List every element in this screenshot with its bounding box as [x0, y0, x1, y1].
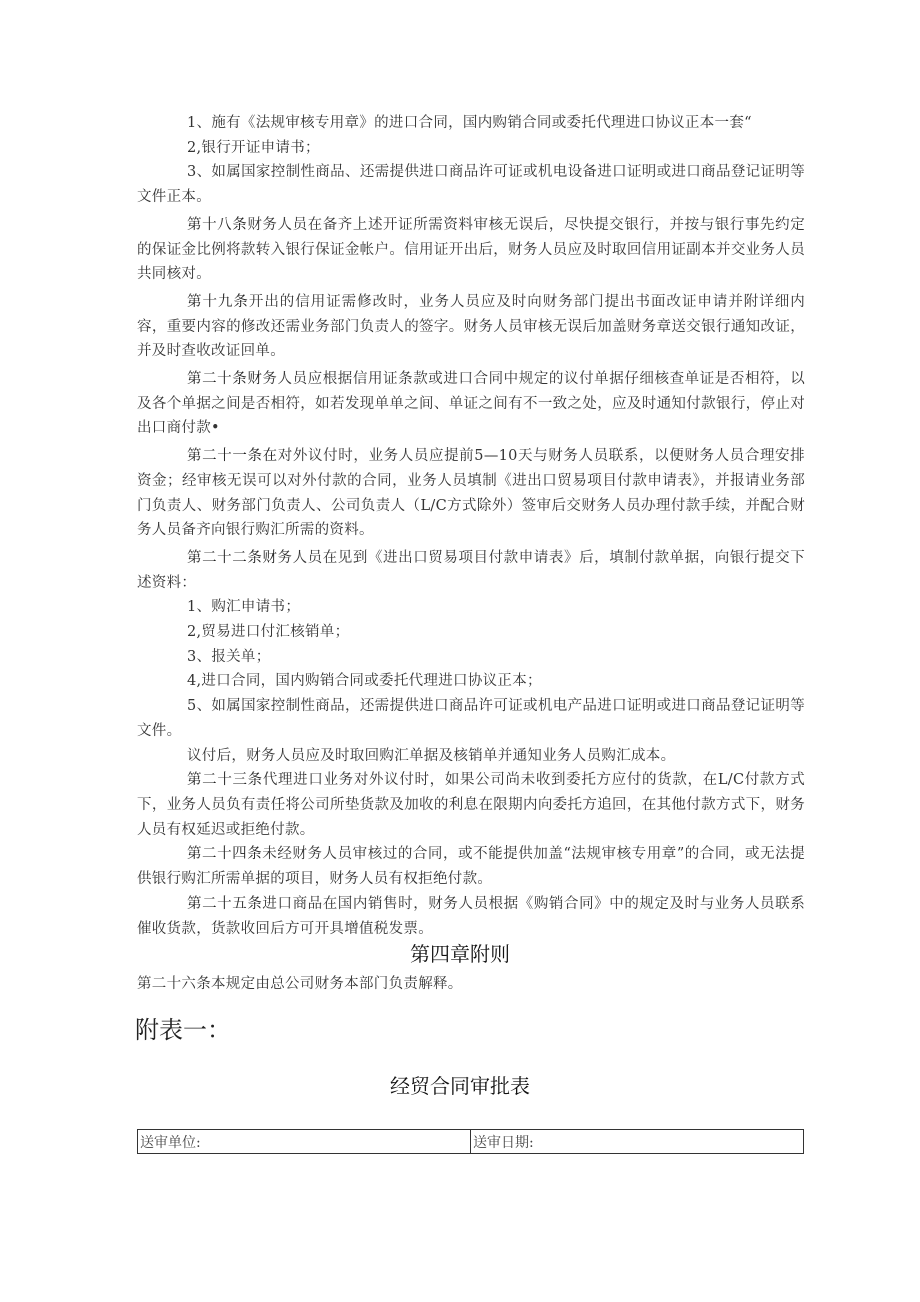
article-26: 第二十六条本规定由总公司财务本部门负责解释。: [137, 976, 463, 992]
submitting-unit-cell: 送审单位:: [140, 1135, 201, 1151]
table-title: 经贸合同审批表: [390, 1074, 530, 1098]
article-heading: 第二十二条财: [187, 549, 278, 566]
submission-date-cell: 送审日期:: [470, 1130, 803, 1153]
article-18: 第十八条财务人员在备齐上述开证所需资料审核无误后，尽快提交银行，并按与银行事先约定的保证金比例将款转入银行保证金帐户。信用证开出后，财务人员应及时取回信用证副本并交业务人员共同核对。: [137, 216, 805, 283]
chapter-title: 第四章附则: [410, 942, 510, 966]
list-item: 3、报关单；: [187, 648, 271, 665]
article-heading: 第十九条: [187, 293, 249, 310]
article-19: 第十九条开出的信用证需修改时，业务人员应及时向财务部门提出书面改证申请并附详细内容，重要内容的修改还需业务部门负责人的签字。财务人员审核无误后加盖财务章送交银行通知改证，并及时查收改证回单。: [137, 293, 806, 360]
article-21: 第二十一条在对外议付时，业务人员应提前5—10天与财务人员联系，以便财务人员合理安排资金；经审核无误可以对外付款的合同，业务人员填制《进出口贸易项目付款申请表》，并报请业务部门负责人、财务部门负责人、公司负责人（L/C方式除外）签审后交财务人员办理付款手续，并配合财务人员备齐向银行购汇所需的资料。: [137, 448, 805, 539]
paragraph: 1、施有《法规审核专用章》的进口合同，国内购销合同或委托代理进口协议正本一套“: [187, 115, 752, 131]
article-20: 第二十条财务人员应根据信用证条款或进口合同中规定的议付单据仔细核查单证是否相符，以及各个单据之间是否相符，如若发现单单之间、单证之间有不一致之处，应及时通知付款银行，停止对出口商付款•: [137, 371, 806, 437]
list-item: 5、如属国家控制性商品，还需提供进口商品许可证或机电产品进口证明或进口商品登记证明等文件。: [137, 698, 805, 739]
article-25: 第二十五条进口商品在国内销售时，财务人员根据《购销合同》中的规定及时与业务人员联系催收货款，货款收回后方可开具增值税发票。: [137, 895, 806, 937]
article-22: 第二十二条财务人员在见到《进出口贸易项目付款申请表》后，填制付款单据，向银行提交下述资料：: [137, 549, 805, 591]
list-item: 1、购汇申请书；: [187, 599, 301, 616]
article-heading: 第二十条财: [187, 371, 263, 388]
appendix-label: 附表一：: [135, 1016, 231, 1044]
article-24: 第二十四条未经财务人员审核过的合同，或不能提供加盖“法规审核专用章”的合同，或无法提供银行购汇所需单据的项目，财务人员有权拒绝付款。: [137, 846, 805, 888]
paragraph: 2,银行开证申请书；: [187, 139, 320, 156]
article-heading: 第十八条: [187, 216, 248, 233]
article-23: 第二十三条代理进口业务对外议付时，如果公司尚未收到委托方应付的货款，在L/C付款方式下，业务人员负有责任将公司所垫货款及加收的利息在限期内向委托方追回，在其他付款方式下，财务人员有权延迟或拒绝付款。: [137, 772, 805, 838]
regulation-body: [137, 111, 805, 941]
paragraph: 3、如属国家控制性商品、还需提供进口商品许可证或机电设备进口证明或进口商品登记证明等文件正本。: [137, 164, 805, 206]
list-item: 4,进口合同，国内购销合同或委托代理进口协议正本；: [187, 673, 542, 690]
article-heading: 第二十一条在: [187, 448, 278, 465]
list-item: 2,贸易进口付汇核销单；: [187, 624, 350, 641]
article-heading: 第二十四条: [187, 846, 263, 863]
article-heading: 第二十三条: [187, 772, 263, 789]
article-heading: 第二十五条: [187, 895, 263, 912]
paragraph: 议付后，财务人员应及时取回购汇单据及核销单并通知业务人员购汇成本。: [187, 747, 676, 764]
approval-table: [137, 1129, 804, 1154]
